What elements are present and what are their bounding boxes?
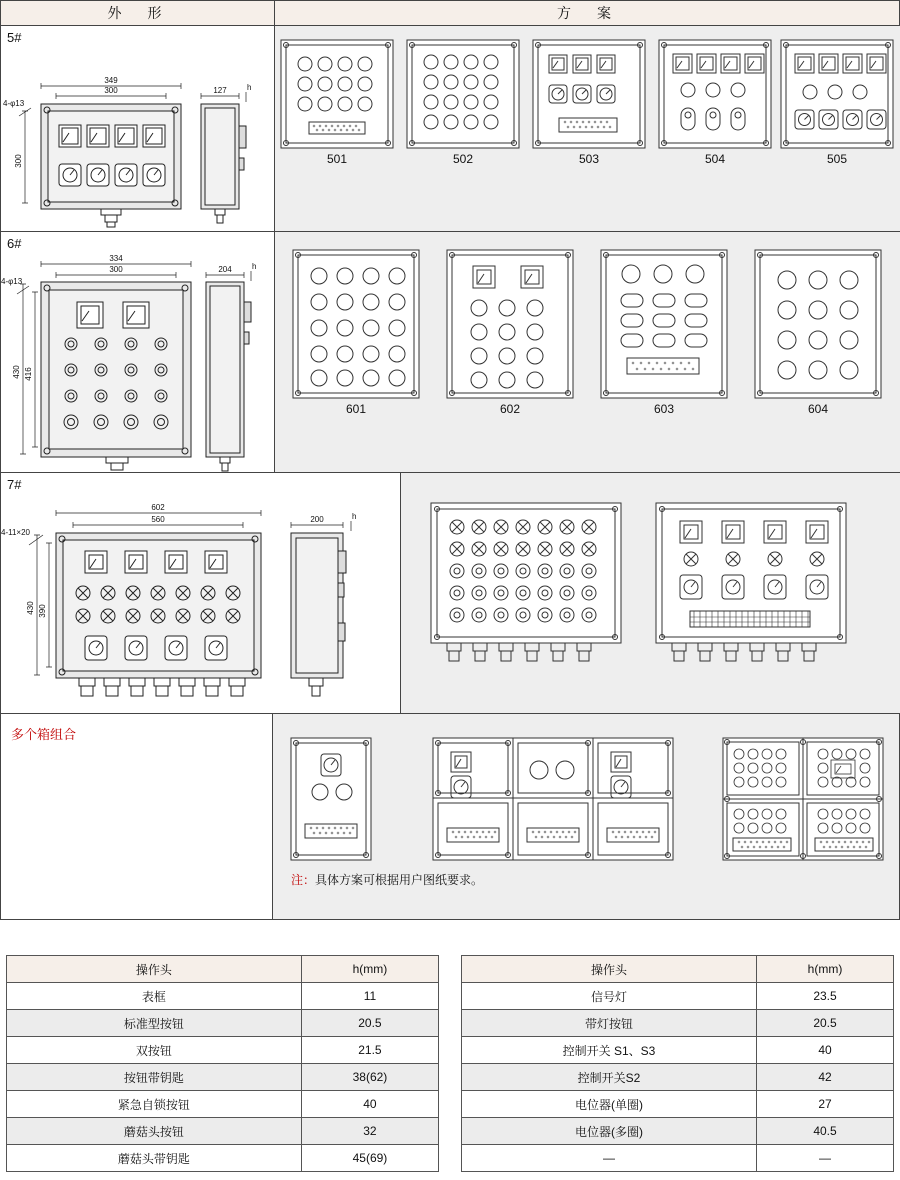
row-5 (0, 26, 900, 232)
table-row (462, 1118, 894, 1145)
header-plan-label: 方 案 (275, 1, 899, 25)
svg-text:204: 204 (218, 265, 232, 274)
cell-h: 11 (301, 983, 438, 1010)
plan-caption-504: 504 (704, 152, 726, 166)
cell-h: 32 (301, 1118, 438, 1145)
svg-text:h: h (252, 262, 257, 271)
cell-name: 蘑菇头带钥匙 (7, 1145, 302, 1172)
outline-drawing-7 (1, 473, 401, 713)
plan-caption-602: 602 (499, 402, 521, 416)
note-line (291, 871, 483, 888)
svg-text:416: 416 (24, 367, 33, 381)
cell-h: 23.5 (756, 983, 893, 1010)
cell-h: 40 (301, 1091, 438, 1118)
svg-text:602: 602 (151, 503, 165, 512)
cell-name: 按钮带钥匙 (7, 1064, 302, 1091)
table-row (7, 1064, 439, 1091)
table-row (7, 983, 439, 1010)
svg-text:560: 560 (151, 515, 165, 524)
plans-6 (275, 232, 900, 472)
table-right-header-h: h(mm) (756, 956, 893, 983)
combination-label-cell (1, 714, 273, 919)
row-6 (0, 232, 900, 473)
outline-drawing-6 (1, 232, 275, 472)
cell-name: 控制开关 S1、S3 (462, 1037, 757, 1064)
plan-caption-505: 505 (826, 152, 848, 166)
cell-h: 38(62) (301, 1064, 438, 1091)
plan-caption-502: 502 (452, 152, 474, 166)
table-row (7, 1118, 439, 1145)
table-left (6, 955, 439, 1172)
cell-h: 40 (756, 1037, 893, 1064)
table-left-header-row (7, 956, 439, 983)
plans-combination (273, 714, 899, 919)
table-right-header-row (462, 956, 894, 983)
svg-text:300: 300 (104, 86, 118, 95)
table-row (7, 1010, 439, 1037)
cell-name: 标准型按钮 (7, 1010, 302, 1037)
svg-text:h: h (352, 512, 357, 521)
note-label: 注： (291, 873, 316, 887)
table-right (461, 955, 894, 1172)
row-combination (0, 714, 900, 920)
svg-text:127: 127 (213, 86, 227, 95)
cell-h: 40.5 (756, 1118, 893, 1145)
cell-name: 带灯按钮 (462, 1010, 757, 1037)
table-row (462, 1037, 894, 1064)
sheet-header (0, 0, 900, 26)
cell-h: 42 (756, 1064, 893, 1091)
plan-caption-503: 503 (578, 152, 600, 166)
table-row (7, 1091, 439, 1118)
spec-tables (6, 955, 894, 1172)
cell-h: — (756, 1145, 893, 1172)
svg-text:h: h (247, 83, 252, 92)
header-outline-label: 外 形 (1, 1, 275, 25)
svg-text:4-11×20: 4-11×20 (1, 528, 30, 537)
table-row (462, 1145, 894, 1172)
row-tag-6: 6# (7, 236, 22, 251)
plans-7 (401, 473, 900, 713)
cell-name: 电位器(单圈) (462, 1091, 757, 1118)
cell-name: 蘑菇头按钮 (7, 1118, 302, 1145)
svg-text:200: 200 (310, 515, 324, 524)
plan-caption-603: 603 (653, 402, 675, 416)
table-row (462, 1010, 894, 1037)
plan-caption-501: 501 (326, 152, 348, 166)
svg-text:349: 349 (104, 76, 118, 85)
cell-h: 21.5 (301, 1037, 438, 1064)
cell-name: — (462, 1145, 757, 1172)
svg-text:430: 430 (12, 365, 21, 379)
table-row (462, 983, 894, 1010)
row-7 (0, 473, 900, 714)
note-text: 具体方案可根据用户图纸要求。 (315, 873, 484, 887)
table-right-header-name: 操作头 (462, 956, 757, 983)
plan-caption-601: 601 (345, 402, 367, 416)
cell-name: 表框 (7, 983, 302, 1010)
svg-text:334: 334 (109, 254, 123, 263)
cell-h: 45(69) (301, 1145, 438, 1172)
table-left-header-h: h(mm) (301, 956, 438, 983)
svg-text:4-φ13: 4-φ13 (3, 99, 25, 108)
cell-name: 紧急自锁按钮 (7, 1091, 302, 1118)
plans-5 (275, 26, 900, 231)
row-tag-combination: 多个箱组合 (11, 727, 77, 742)
table-row (7, 1145, 439, 1172)
row-tag-5: 5# (7, 30, 22, 45)
svg-text:430: 430 (26, 601, 35, 615)
row-tag-7: 7# (7, 477, 22, 492)
cell-name: 信号灯 (462, 983, 757, 1010)
table-left-header-name: 操作头 (7, 956, 302, 983)
cell-h: 27 (756, 1091, 893, 1118)
cell-h: 20.5 (756, 1010, 893, 1037)
cell-name: 电位器(多圈) (462, 1118, 757, 1145)
cell-h: 20.5 (301, 1010, 438, 1037)
cell-name: 双按钮 (7, 1037, 302, 1064)
svg-text:300: 300 (109, 265, 123, 274)
table-row (462, 1064, 894, 1091)
svg-text:300: 300 (14, 154, 23, 168)
plan-caption-604: 604 (807, 402, 829, 416)
table-row (7, 1037, 439, 1064)
table-row (462, 1091, 894, 1118)
svg-text:390: 390 (38, 604, 47, 618)
cell-name: 控制开关S2 (462, 1064, 757, 1091)
svg-text:4-φ13: 4-φ13 (1, 277, 23, 286)
outline-drawing-5 (1, 26, 275, 231)
